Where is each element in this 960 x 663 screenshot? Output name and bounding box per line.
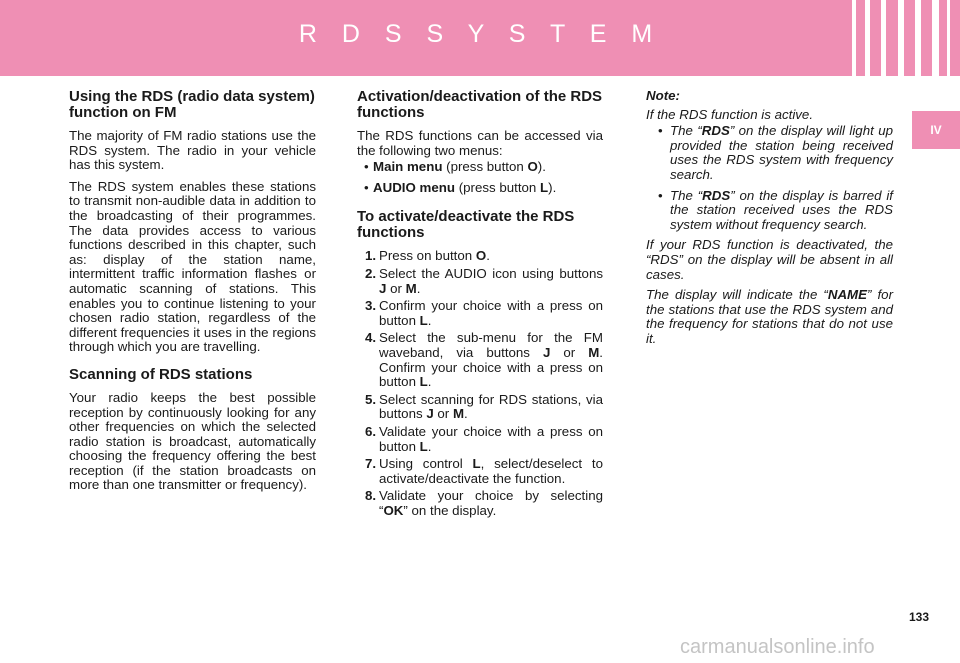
heading-scanning: Scanning of RDS stations <box>69 365 253 383</box>
paragraph: Your radio keeps the best possible reception by continuously looking for any other frequencies on which the selected radio station is broadcast, automatically choosing the frequency offering the best reception (if the station broadcasts on more than one transmitter or frequency). <box>69 389 316 493</box>
step-text: . <box>486 248 490 264</box>
text: ). <box>537 159 546 175</box>
note-bullet <box>646 189 893 233</box>
header-stripe <box>852 0 856 76</box>
note-bullet <box>646 124 893 182</box>
paragraph: If your RDS function is deactivated, the “RDS” on the display will be absent in all cases. <box>646 237 893 282</box>
step-text: ” on the display. <box>403 502 497 518</box>
name-label: NAME <box>827 287 867 303</box>
step-item <box>357 393 603 422</box>
rds-label: RDS <box>702 187 731 203</box>
button-key: L <box>540 179 549 195</box>
step-text: or <box>550 344 589 360</box>
column-right <box>646 89 893 353</box>
button-key: J <box>426 406 434 422</box>
paragraph: If the RDS function is active. <box>646 106 814 122</box>
watermark: carmanualsonline.info <box>680 636 875 658</box>
button-key: M <box>588 344 600 360</box>
step-text: Using control <box>379 456 473 472</box>
menu-item <box>357 160 603 175</box>
menu-name: AUDIO menu <box>373 179 456 195</box>
note-label <box>646 89 893 104</box>
step-item <box>357 267 603 296</box>
step-text: or <box>433 406 453 422</box>
step-text: or <box>386 280 406 296</box>
button-key: J <box>379 280 387 296</box>
step-number: 3. <box>365 298 377 314</box>
heading-using-rds: Using the RDS (radio data system) function on FM <box>69 88 315 121</box>
step-number: 5. <box>365 391 377 407</box>
text: (press button <box>442 159 528 175</box>
header-stripe <box>915 0 921 76</box>
step-number: 2. <box>365 265 377 281</box>
menu-item <box>357 181 603 196</box>
header-stripe <box>932 0 939 76</box>
button-key: L <box>419 438 428 454</box>
text: The “ <box>670 123 702 139</box>
text: The display will indicate the “ <box>646 287 828 303</box>
button-key: M <box>452 406 465 422</box>
step-text: Select the AUDIO icon using buttons <box>379 265 603 281</box>
step-text: Validate your choice with a press on button <box>379 423 603 454</box>
step-item <box>357 457 603 486</box>
button-key: OK <box>383 502 404 518</box>
chapter-tab: IV <box>912 111 960 149</box>
step-text: Validate your choice by selecting “ <box>379 488 603 518</box>
note-label-text: Note: <box>646 88 680 103</box>
paragraph: The RDS system enables these stations to transmit non-audible data in addition to the broadcasting of their programmes. The data provides access to various functions described in this chapter, such as: display of the station name, intermittent traffic information flashes or automatic scanning of stations. This enables you to continue listening to your chosen radio station, regardless of the different frequencies it uses in the regions through which you are travelling. <box>69 178 316 355</box>
step-number: 1. <box>365 248 377 264</box>
text: ” for the stations that use the RDS system and the frequency for stations that do not use it. <box>646 287 894 346</box>
paragraph: The RDS functions can be accessed via the following two menus: <box>357 128 603 158</box>
heading-activation: Activation/deactivation of the RDS functions <box>357 88 603 121</box>
step-item <box>357 299 603 328</box>
menu-name: Main menu <box>373 159 443 175</box>
button-key: L <box>419 374 428 390</box>
column-left <box>69 89 316 500</box>
step-text: Press on button <box>379 248 476 264</box>
button-key: O <box>527 159 538 175</box>
step-item <box>357 249 603 264</box>
button-key: M <box>405 280 417 296</box>
button-key: J <box>542 344 551 360</box>
text: The “ <box>670 187 703 203</box>
text: ” on the display is barred if the station received uses the RDS system without frequency search. <box>670 187 893 232</box>
text: (press button <box>455 179 541 195</box>
steps-list <box>357 249 603 518</box>
step-text: . <box>464 406 468 422</box>
step-text: . <box>427 438 432 454</box>
page-number: 133 <box>909 610 930 624</box>
button-key: L <box>419 312 428 328</box>
header-stripe <box>947 0 950 76</box>
step-text: . Confirm your choice with a press on button <box>379 344 603 390</box>
button-key: L <box>472 456 481 472</box>
step-number: 8. <box>365 488 377 504</box>
step-text: . <box>416 280 421 296</box>
button-key: O <box>475 248 487 264</box>
page-header <box>0 0 960 76</box>
page-title: R D S S Y S T E M <box>298 20 662 48</box>
paragraph <box>646 288 893 346</box>
step-number: 4. <box>365 330 377 346</box>
step-text: . <box>427 374 432 390</box>
step-text: Confirm your choice with a press on button <box>379 298 603 328</box>
heading-to-activate: To activate/deactivate the RDS functions <box>357 208 575 242</box>
header-stripe <box>898 0 904 76</box>
step-item <box>357 489 603 518</box>
rds-label: RDS <box>701 123 730 139</box>
header-stripe <box>865 0 870 76</box>
step-text: . <box>427 312 432 328</box>
step-text: Select the sub-menu for the FM waveband, via buttons <box>379 330 603 360</box>
step-item <box>357 331 603 389</box>
paragraph: The majority of FM radio stations use the RDS system. The radio in your vehicle has this system. <box>69 128 316 173</box>
step-number: 6. <box>365 423 377 439</box>
step-number: 7. <box>365 456 377 472</box>
column-middle <box>357 89 603 521</box>
step-text: Select scanning for RDS stations, via buttons <box>379 391 603 422</box>
step-item <box>357 425 603 454</box>
header-stripe <box>881 0 886 76</box>
text: ). <box>548 179 557 195</box>
step-text: , select/deselect to activate/deactivate the function. <box>379 456 603 486</box>
text: ” on the display will light up provided the station being received uses the RDS system with frequency search. <box>670 123 893 182</box>
